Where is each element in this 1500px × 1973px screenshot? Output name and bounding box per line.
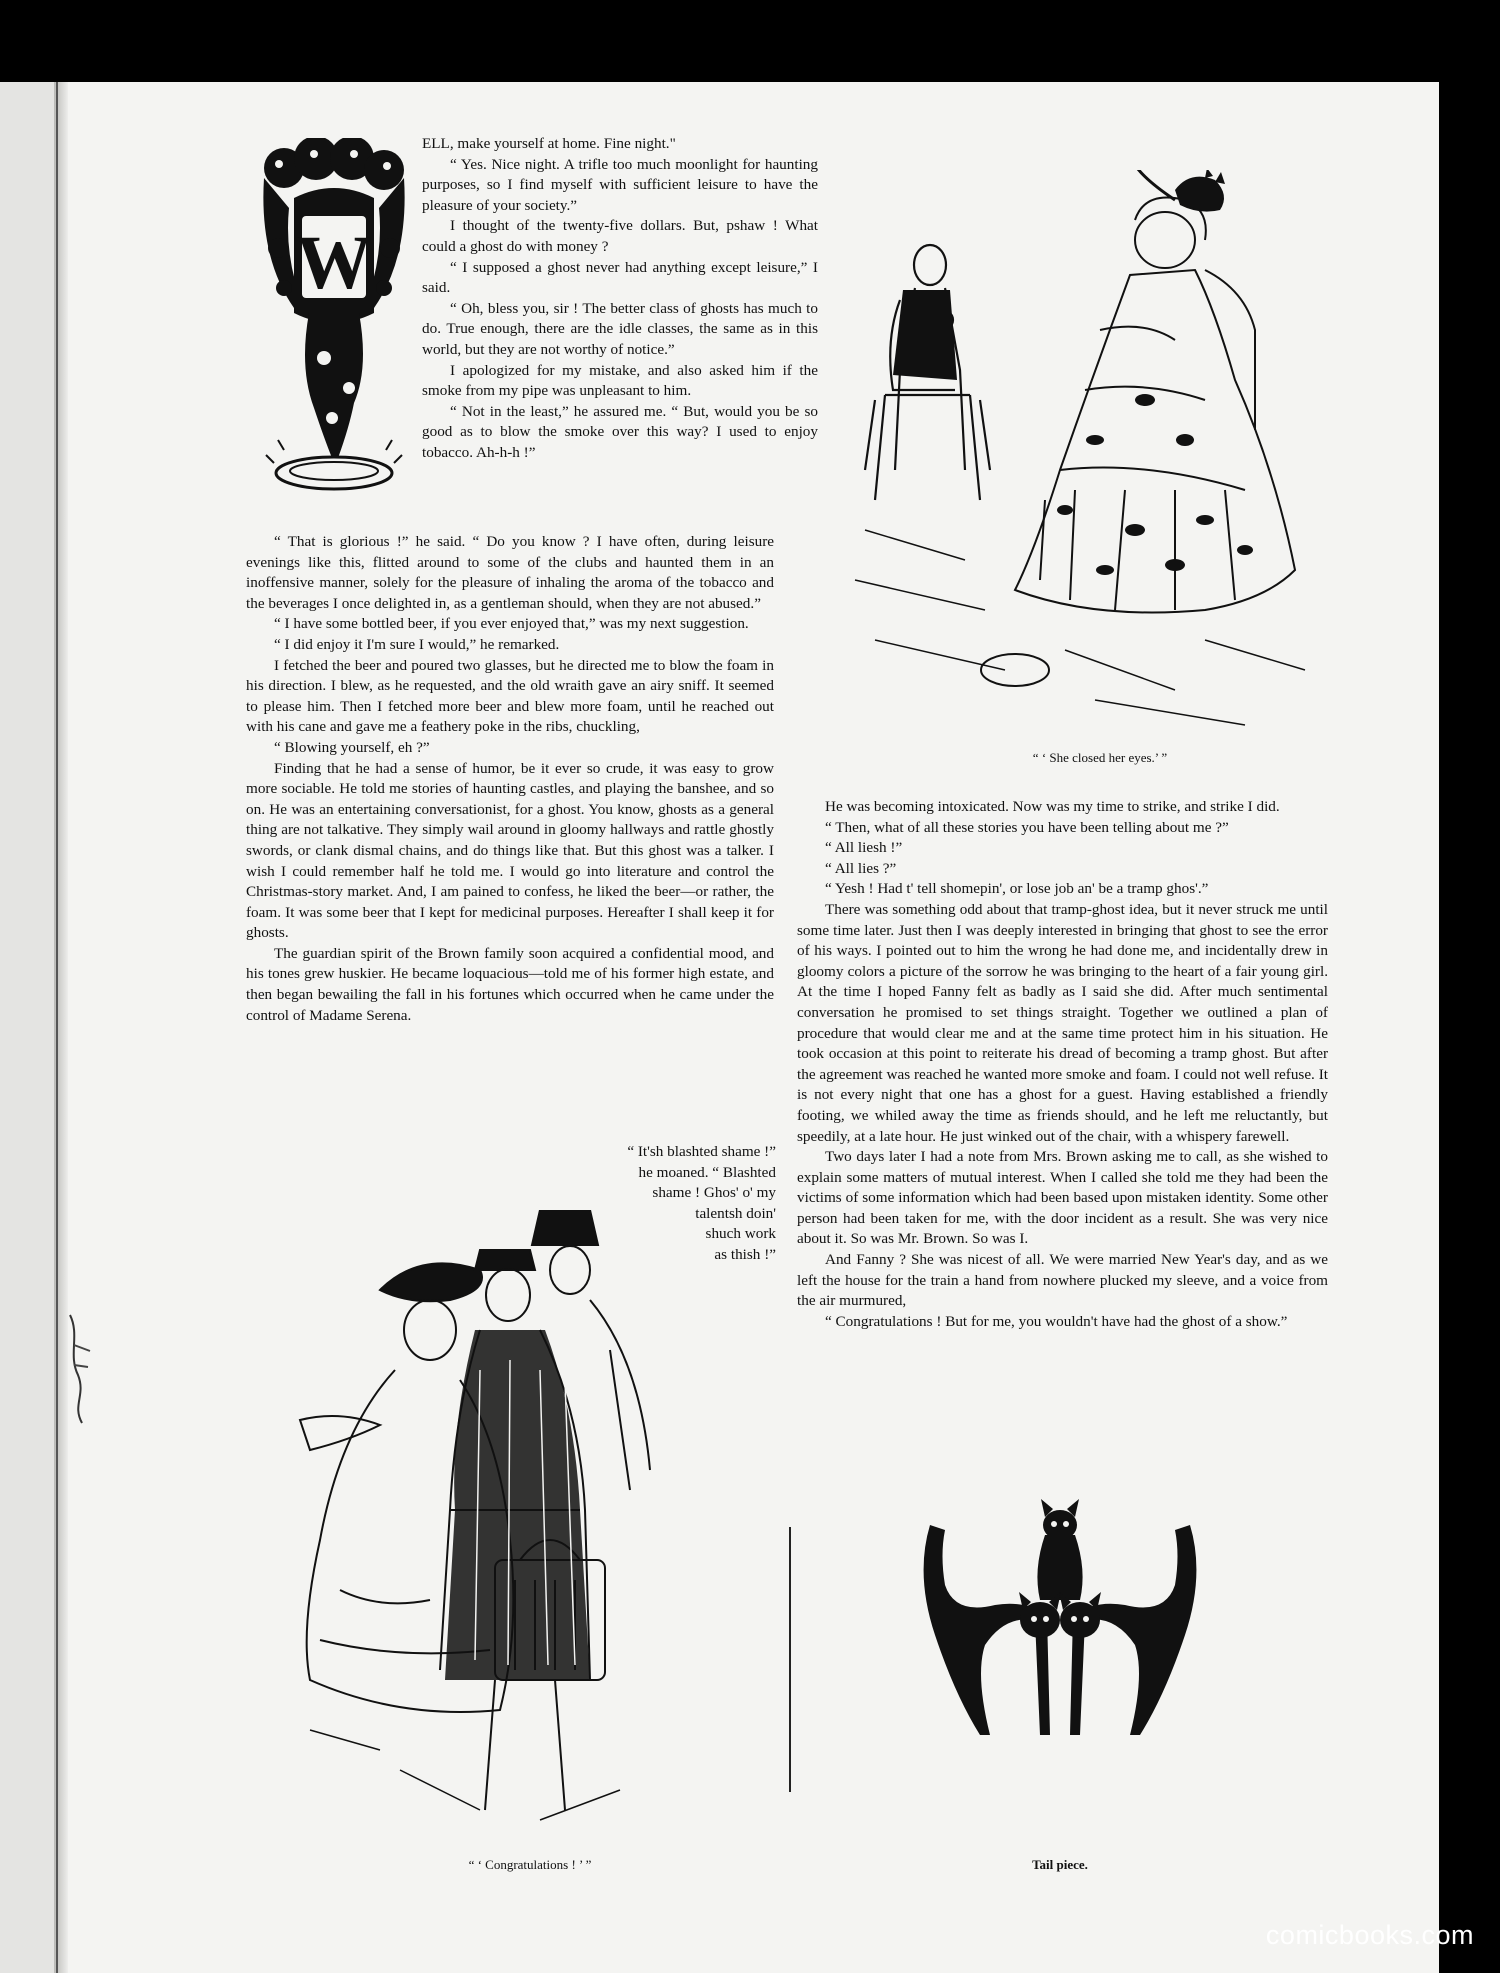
paragraph: “ I have some bottled beer, if you ever enjoyed that,” was my next suggestion. (274, 615, 749, 633)
paragraph: There was something odd about that tramp-ghost idea, but it never struck me until some time later. Just then I was deeply interested in bringing that ghost to see the error of his ways. I pointed out to him the wrong he had done me, and incidentally drew in gloomy colors a picture of the sorrow he was bringing to the heart of a fair young girl. At the time I hoped Fanny felt as badly as I said she did. After much sentimental conversation he promised to set things straight. Together we outlined a plan of procedure that would clear me and at the same time protect him in his situation. He took occasion at this point to reiterate his dread of becoming a tramp ghost. But after the agreement was reached he wanted more smoke and foam. I could not well refuse. It is not every night that one has a ghost for a guest. Having established a friendly footing, we whiled away the time as friends should, and he left me reluctantly, but speedily, at a late hour. He just winked out of the chair, with a whispery farewell. (797, 900, 1328, 1145)
paragraph: Two days later I had a note from Mrs. Brown asking me to call, as she wished to explain some matters of mutual interest. When I called she told me they had been the victims of some information which had been based upon mistaken identity. Some other person had been taken for me, with the door incident as a result. She was very nice about it. So was Mr. Brown. So was I. (797, 1148, 1328, 1248)
drop-cap-ornament (254, 138, 414, 498)
illustration-couple-with-bag (280, 1210, 750, 1840)
dialogue-line: he moaned. “ Blashted (638, 1163, 776, 1181)
paragraph: “ Then, what of all these stories you have been telling about me ?” (825, 818, 1229, 836)
paragraph: I thought of the twenty-five dollars. But, pshaw ! What could a ghost do with money ? (422, 217, 818, 255)
dialogue-line: shuch work (705, 1225, 776, 1243)
illustration-black-cats (915, 1495, 1205, 1750)
caption-closed-eyes: “ ‘ She closed her eyes.’ ” (1032, 750, 1168, 765)
caption-congratulations: “ ‘ Congratulations ! ’ ” (468, 1857, 592, 1872)
paragraph: “ All lies ?” (825, 859, 897, 877)
paragraph: “ Yes. Nice night. A trifle too much moonlight for haunting purposes, so I find myself with sufficient leisure to have the pleasure of your society.” (422, 155, 818, 214)
gutter-line (56, 82, 58, 1973)
paragraph: “ I supposed a ghost never had anything except leisure,” I said. (422, 258, 818, 297)
binding-thread (66, 1305, 96, 1425)
dialogue-line: as thish !” (714, 1245, 776, 1263)
left-column-intro (422, 134, 818, 464)
drop-cap-letter: W (296, 221, 372, 305)
paragraph: “ Not in the least,” he assured me. “ But, would you be so good as to blow the smoke over this way? I used to enjoy tobacco. Ah-h-h !” (422, 402, 818, 461)
paragraph: “ Oh, bless you, sir ! The better class of ghosts has much to do. True enough, there are the idle classes, the same as in this world, but they are not worthy of notice.” (422, 299, 818, 358)
paragraph: And Fanny ? She was nicest of all. We were married New Year's day, and as we left the house for the train a hand from nowhere plucked my sleeve, and a voice from the air murmured, (797, 1251, 1328, 1310)
paragraph: ELL, make yourself at home. Fine night." (422, 135, 676, 152)
paragraph: “ Yesh ! Had t' tell shomepin', or lose job an' be a tramp ghos'.” (825, 880, 1209, 898)
illustration-man-and-woman-seated (845, 170, 1315, 730)
facing-page-edge (0, 82, 54, 1973)
dialogue-line: shame ! Ghos' o' my (652, 1184, 776, 1202)
paragraph: “ All liesh !” (825, 839, 903, 857)
paragraph: “ Congratulations ! But for me, you wouldn't have had the ghost of a show.” (825, 1312, 1288, 1330)
right-column (797, 797, 1328, 1332)
left-column-main (246, 532, 774, 1026)
paragraph: The guardian spirit of the Brown family soon acquired a confidential mood, and his tones grew huskier. He became loquacious—told me of his former high estate, and then began bewailing the fall in his fortunes which occurred when he came under the control of Madame Serena. (246, 944, 774, 1024)
paragraph: I apologized for my mistake, and also asked him if the smoke from my pipe was unpleasant to him. (422, 361, 818, 400)
paragraph: He was becoming intoxicated. Now was my time to strike, and strike I did. (825, 798, 1280, 815)
dialogue-line: “ It'sh blashted shame !” (627, 1143, 776, 1160)
paragraph: “ Blowing yourself, eh ?” (274, 738, 430, 756)
column-divider (789, 1527, 791, 1792)
caption-tail-piece: Tail piece. (1032, 1857, 1088, 1872)
dialogue-line: talentsh doin' (695, 1204, 776, 1222)
watermark: comicbooks.com (1265, 1920, 1474, 1950)
paragraph: Finding that he had a sense of humor, be it ever so crude, it was easy to grow more sociable. He told me stories of haunting castles, and playing the banshee, and so on. He was an entertaining conversationist, for a ghost. You know, ghosts as a general thing are not talkative. They simply wail around in gloomy hallways and rattle ghostly swords, or clank dismal chains, and do things like that. But this ghost was a talker. I wish I could remember half he told me. I would go into literature and control the Christmas-story market. And, I am pained to confess, he liked the beer—or rather, the foam. It was some beer that I kept for medicinal purposes. Hereafter I shall keep it for ghosts. (246, 759, 774, 942)
paragraph: “ That is glorious !” he said. “ Do you know ? I have often, during leisure evenings like this, flitted around to some of the clubs and haunted them in an inoffensive manner, solely for the pleasure of inhaling the aroma of the tobacco and the beverages I once delighted in, as a gentleman should, when they are not abused.” (246, 533, 774, 612)
paragraph: I fetched the beer and poured two glasses, but he directed me to blow the foam in his direction. I blew, as he requested, and the old wraith gave an airy sniff. It seemed to please him. Then I fetched more beer and blew more foam, until he reached out with his cane and gave me a feathery poke in the ribs, chuckling, (246, 656, 774, 736)
paragraph: “ I did enjoy it I'm sure I would,” he remarked. (274, 635, 560, 653)
